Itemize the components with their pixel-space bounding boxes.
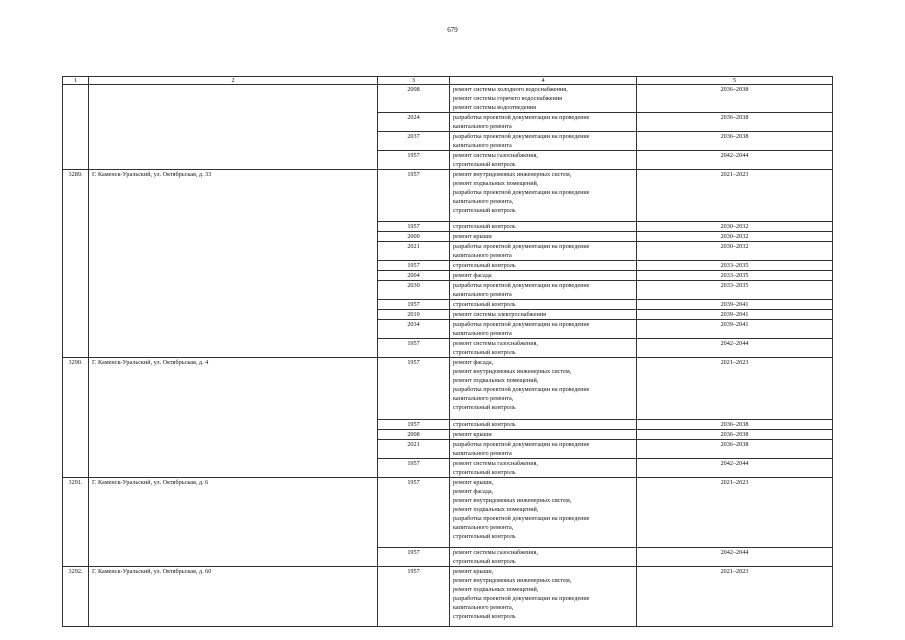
period-cell: 2033–2035	[637, 281, 833, 300]
work-type-line: ремонт фасада,	[453, 488, 494, 495]
work-type-cell	[450, 430, 637, 440]
building-address: Г. Каменск-Уральский, ул. Октябрьская, д. 6	[89, 478, 378, 567]
work-type-line: ремонт крыши,	[453, 479, 494, 486]
period-cell: 2042–2044	[637, 339, 833, 358]
work-type-line: капитального ремонта	[453, 123, 512, 130]
year-cell: 1957	[378, 548, 450, 567]
work-type-line: строительный контроль	[453, 404, 516, 411]
work-type-line: строительный контроль	[453, 421, 516, 428]
work-type-line: ремонт внутридомовых инженерных систем,	[453, 497, 572, 504]
work-type-line: строительный контроль	[453, 207, 516, 214]
period-cell: 2042–2044	[637, 459, 833, 478]
work-type-line: капитального ремонта,	[453, 395, 514, 402]
period-cell: 2036–2038	[637, 85, 833, 113]
capital-repair-table	[62, 76, 833, 627]
period-cell: 2030–2032	[637, 232, 833, 242]
period-cell: 2033–2035	[637, 261, 833, 271]
period-cell: 2021–2023	[637, 358, 833, 420]
work-type-line: разработка проектной документации на проведение	[453, 386, 590, 393]
work-type-line: строительный контроль	[453, 223, 516, 230]
period-cell: 2042–2044	[637, 548, 833, 567]
work-type-cell	[450, 440, 637, 459]
work-type-cell	[450, 420, 637, 430]
work-type-line: строительный контроль	[453, 469, 516, 476]
year-cell: 1957	[378, 420, 450, 430]
header-col-1: 1	[63, 77, 89, 85]
work-type-line: ремонт подвальных помещений,	[453, 180, 539, 187]
work-type-line: ремонт внутридомовых инженерных систем,	[453, 171, 572, 178]
period-cell: 2021–2023	[637, 567, 833, 627]
work-type-line: строительный контроль	[453, 613, 516, 620]
table-row	[63, 358, 833, 420]
work-type-line: строительный контроль	[453, 161, 516, 168]
row-number: 3292.	[63, 567, 89, 627]
year-cell: 1957	[378, 339, 450, 358]
period-cell: 2039–2041	[637, 300, 833, 310]
work-type-line: ремонт системы газоснабжения,	[453, 152, 538, 159]
period-cell: 2039–2041	[637, 320, 833, 339]
year-cell: 1957	[378, 151, 450, 170]
year-cell: 1957	[378, 222, 450, 232]
row-number: 3289.	[63, 170, 89, 358]
work-type-line: ремонт фасада	[453, 272, 492, 279]
work-type-line: ремонт внутридомовых инженерных систем,	[453, 577, 572, 584]
work-type-line: разработка проектной документации на проведение	[453, 441, 590, 448]
header-col-3: 3	[378, 77, 450, 85]
table-header-row	[63, 77, 833, 85]
work-type-line: ремонт системы газоснабжения,	[453, 549, 538, 556]
work-type-line: разработка проектной документации на проведение	[453, 595, 590, 602]
period-cell: 2021–2023	[637, 478, 833, 548]
work-type-line: капитального ремонта	[453, 142, 512, 149]
work-type-cell	[450, 222, 637, 232]
building-address: Г. Каменск-Уральский, ул. Октябрьская, д. 60	[89, 567, 378, 627]
work-type-cell	[450, 232, 637, 242]
year-cell: 2008	[378, 85, 450, 113]
period-cell: 2033–2035	[637, 271, 833, 281]
work-type-line: строительный контроль	[453, 349, 516, 356]
work-type-line: строительный контроль	[453, 558, 516, 565]
period-cell: 2021–2023	[637, 170, 833, 222]
header-col-2: 2	[89, 77, 378, 85]
row-number: 3290.	[63, 358, 89, 478]
work-type-cell	[450, 548, 637, 567]
work-type-cell	[450, 132, 637, 151]
work-type-cell	[450, 151, 637, 170]
work-type-cell	[450, 261, 637, 271]
work-type-line: ремонт системы горячего водоснабжения	[453, 95, 562, 102]
year-cell: 1957	[378, 567, 450, 627]
year-cell: 2004	[378, 271, 450, 281]
work-type-cell	[450, 567, 637, 627]
header-col-4: 4	[450, 77, 637, 85]
work-type-cell	[450, 300, 637, 310]
work-type-cell	[450, 242, 637, 261]
work-type-line: капитального ремонта	[453, 450, 512, 457]
year-cell: 1957	[378, 459, 450, 478]
year-cell: 2000	[378, 232, 450, 242]
table-row	[63, 567, 833, 627]
year-cell: 2024	[378, 113, 450, 132]
year-cell: 2021	[378, 242, 450, 261]
row-number	[63, 85, 89, 170]
year-cell: 2021	[378, 440, 450, 459]
work-type-line: разработка проектной документации на проведение	[453, 189, 590, 196]
year-cell: 2034	[378, 320, 450, 339]
work-type-line: ремонт внутридомовых инженерных систем,	[453, 368, 572, 375]
period-cell: 2030–2032	[637, 222, 833, 232]
work-type-line: ремонт крыши	[453, 233, 492, 240]
period-cell: 2036–2038	[637, 440, 833, 459]
work-type-line: разработка проектной документации на проведение	[453, 243, 590, 250]
work-type-line: разработка проектной документации на проведение	[453, 282, 590, 289]
work-type-line: капитального ремонта	[453, 330, 512, 337]
year-cell: 2008	[378, 430, 450, 440]
work-type-line: строительный контроль	[453, 262, 516, 269]
table-row	[63, 85, 833, 113]
work-type-line: ремонт подвальных помещений,	[453, 506, 539, 513]
work-type-cell	[450, 271, 637, 281]
year-cell: 2037	[378, 132, 450, 151]
period-cell: 2036–2038	[637, 420, 833, 430]
work-type-line: ремонт крыши,	[453, 568, 494, 575]
work-type-cell	[450, 310, 637, 320]
work-type-cell	[450, 320, 637, 339]
work-type-line: ремонт подвальных помещений,	[453, 586, 539, 593]
work-type-line: ремонт подвальных помещений,	[453, 377, 539, 384]
period-cell: 2030–2032	[637, 242, 833, 261]
work-type-line: ремонт крыши	[453, 431, 492, 438]
work-type-cell	[450, 339, 637, 358]
building-address: Г. Каменск-Уральский, ул. Октябрьская, д. 4	[89, 358, 378, 478]
work-type-line: разработка проектной документации на проведение	[453, 114, 590, 121]
work-type-line: ремонт системы газоснабжения,	[453, 460, 538, 467]
year-cell: 1957	[378, 261, 450, 271]
work-type-line: ремонт системы водоотведения	[453, 104, 536, 111]
work-type-cell	[450, 478, 637, 548]
building-address	[89, 85, 378, 170]
work-type-line: капитального ремонта,	[453, 604, 514, 611]
work-type-line: строительный контроль	[453, 533, 516, 540]
work-type-line: разработка проектной документации на проведение	[453, 321, 590, 328]
work-type-line: ремонт системы холодного водоснабжения,	[453, 86, 568, 93]
year-cell: 1957	[378, 300, 450, 310]
row-number: 3291.	[63, 478, 89, 567]
work-type-cell	[450, 358, 637, 420]
building-address: Г. Каменск-Уральский, ул. Октябрьская, д. 33	[89, 170, 378, 358]
work-type-line: капитального ремонта	[453, 291, 512, 298]
work-type-line: разработка проектной документации на проведение	[453, 515, 590, 522]
table-row	[63, 170, 833, 222]
work-type-line: капитального ремонта,	[453, 198, 514, 205]
work-type-line: капитального ремонта,	[453, 524, 514, 531]
work-type-cell	[450, 459, 637, 478]
work-type-line: ремонт фасада,	[453, 359, 494, 366]
period-cell: 2036–2038	[637, 430, 833, 440]
year-cell: 1957	[378, 170, 450, 222]
page-number: 679	[447, 26, 458, 34]
work-type-line: капитального ремонта	[453, 252, 512, 259]
header-col-5: 5	[637, 77, 833, 85]
work-type-cell	[450, 170, 637, 222]
period-cell: 2036–2038	[637, 132, 833, 151]
work-type-line: ремонт системы электроснабжения	[453, 311, 546, 318]
table-body	[63, 77, 833, 627]
work-type-line: ремонт системы газоснабжения,	[453, 340, 538, 347]
work-type-line: строительный контроль	[453, 301, 516, 308]
period-cell: 2039–2041	[637, 310, 833, 320]
year-cell: 2010	[378, 310, 450, 320]
table-row	[63, 478, 833, 548]
year-cell: 2030	[378, 281, 450, 300]
work-type-cell	[450, 113, 637, 132]
work-type-line: разработка проектной документации на проведение	[453, 133, 590, 140]
period-cell: 2042–2044	[637, 151, 833, 170]
period-cell: 2036–2038	[637, 113, 833, 132]
work-type-cell	[450, 281, 637, 300]
work-type-cell	[450, 85, 637, 113]
year-cell: 1957	[378, 358, 450, 420]
year-cell: 1957	[378, 478, 450, 548]
